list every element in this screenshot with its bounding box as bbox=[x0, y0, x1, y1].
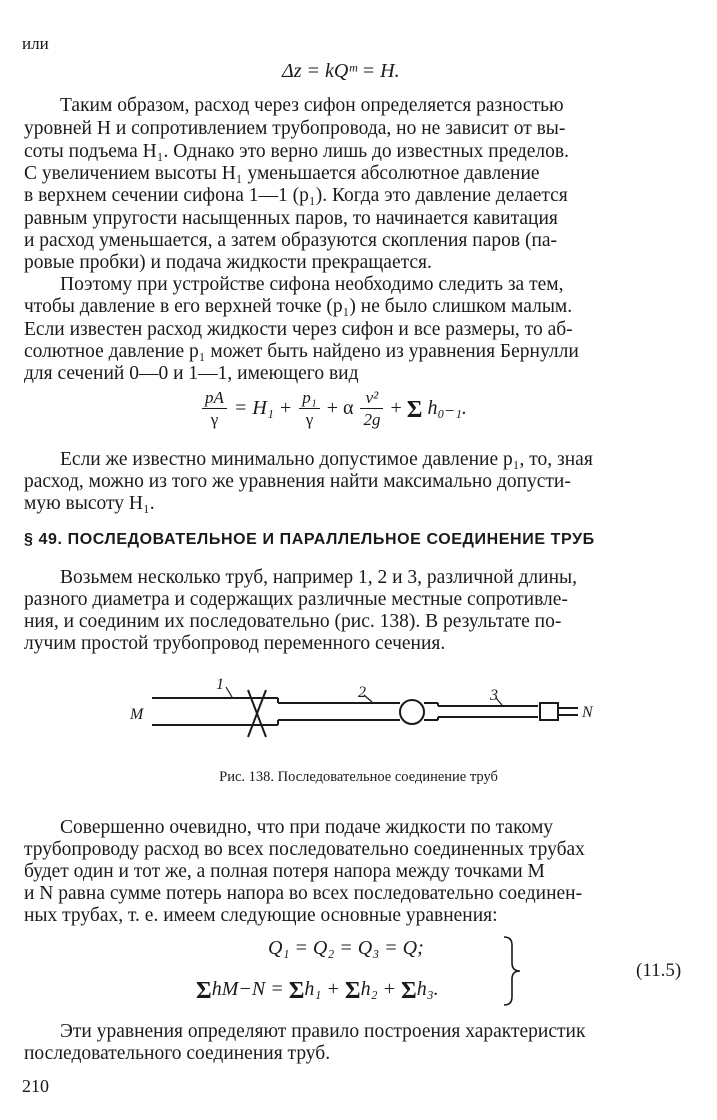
figure-label-n: N bbox=[582, 704, 593, 721]
para5-line: будет один и тот же, а полная потеря напора между точками M bbox=[24, 861, 545, 882]
para4-line: ния, и соединим их последовательно (рис. 138). В результате по- bbox=[24, 611, 562, 632]
para5-line: Совершенно очевидно, что при подаче жидкости по такому bbox=[60, 817, 554, 838]
para1-line: и расход уменьшается, а затем образуются скопления паров (па- bbox=[24, 230, 558, 251]
para1-line: соты подъема H₁. Однако это верно лишь до известных пределов. bbox=[24, 141, 569, 162]
para5-line: ных трубах, т. е. имеем следующие основные уравнения: bbox=[24, 905, 498, 926]
para4-line: разного диаметра и содержащих различные местные сопротивле- bbox=[24, 589, 568, 610]
para6-line: последовательного соединения труб. bbox=[24, 1043, 331, 1064]
para1-line: равным упругости насыщенных паров, то начинается кавитация bbox=[24, 208, 558, 229]
equation-h: ΣhM−N = Σh₁ + Σh₂ + Σh₃. bbox=[196, 978, 439, 1004]
right-brace bbox=[500, 935, 524, 1007]
fraction-pa-gamma: $\frac{pA}{\gamma}$ bbox=[202, 388, 227, 431]
para1-line: Таким образом, расход через сифон определяется разностью bbox=[60, 95, 564, 116]
para3-line: Если же известно минимально допустимое давление p₁, то, зная bbox=[60, 449, 593, 470]
para2-line: Поэтому при устройстве сифона необходимо следить за тем, bbox=[60, 274, 564, 295]
pipe-series-figure bbox=[120, 675, 600, 755]
figure-label-2: 2 bbox=[358, 684, 366, 701]
para3-line: расход, можно из того же уравнения найти максимально допусти- bbox=[24, 471, 571, 492]
sigma-symbol: Σ bbox=[401, 978, 417, 1004]
section-heading: § 49. ПОСЛЕДОВАТЕЛЬНОЕ И ПАРАЛЛЕЛЬНОЕ СОЕДИНЕНИЕ ТРУБ bbox=[24, 531, 595, 548]
top-word: или bbox=[22, 34, 49, 53]
para1-line: в верхнем сечении сифона 1—1 (p₁). Когда это давление делается bbox=[24, 185, 568, 206]
equation-dz: Δz = kQᵐ = H. bbox=[282, 60, 400, 82]
para6-line: Эти уравнения определяют правило построения характеристик bbox=[60, 1021, 586, 1042]
para5-line: и N равна сумме потерь напора во всех последовательно соединен- bbox=[24, 883, 583, 904]
para4-line: лучим простой трубопровод переменного сечения. bbox=[24, 633, 446, 654]
para2-line: для сечений 0—0 и 1—1, имеющего вид bbox=[24, 363, 359, 384]
equation-number: (11.5) bbox=[636, 960, 682, 981]
para1-line: уровней H и сопротивлением трубопровода, но не зависит от вы- bbox=[24, 118, 566, 139]
para1-line: С увеличением высоты H₁ уменьшается абсолютное давление bbox=[24, 163, 540, 184]
sigma-symbol: Σ bbox=[196, 978, 212, 1004]
para1-line: ровые пробки) и подача жидкости прекращается. bbox=[24, 252, 432, 273]
figure-label-3: 3 bbox=[490, 687, 498, 704]
figure-caption: Рис. 138. Последовательное соединение труб bbox=[219, 769, 498, 785]
para4-line: Возьмем несколько труб, например 1, 2 и 3, различной длины, bbox=[60, 567, 578, 588]
figure-label-1: 1 bbox=[216, 676, 224, 693]
equation-q: Q₁ = Q₂ = Q₃ = Q; bbox=[268, 937, 424, 959]
para3-line: мую высоту H₁. bbox=[24, 493, 155, 514]
para2-line: солютное давление p₁ может быть найдено из уравнения Бернулли bbox=[24, 341, 579, 362]
fraction-v2-2g: $\frac{\text{v²}}{2g}$ bbox=[360, 388, 383, 431]
sigma-symbol: Σ bbox=[406, 397, 423, 424]
page-number: 210 bbox=[22, 1076, 49, 1096]
para2-line: Если известен расход жидкости через сифон и все размеры, то аб- bbox=[24, 319, 573, 340]
sigma-symbol: Σ bbox=[288, 978, 305, 1004]
figure-label-m: M bbox=[130, 706, 144, 723]
bernoulli-equation: $\frac{pA}{\gamma}$ = H₁ + $\frac{\text{p₁}}{\gamma}$ + α $\frac{\text{v²}}{2g}$ + Σ h₀₋₁. bbox=[200, 388, 467, 431]
sigma-symbol: Σ bbox=[344, 978, 361, 1004]
para2-line: чтобы давление в его верхней точке (p₁) не было слишком малым. bbox=[24, 296, 573, 317]
fraction-p1-gamma: $\frac{\text{p₁}}{\gamma}$ bbox=[299, 388, 319, 431]
para5-line: трубопроводу расход во всех последовательно соединенных трубах bbox=[24, 839, 585, 860]
